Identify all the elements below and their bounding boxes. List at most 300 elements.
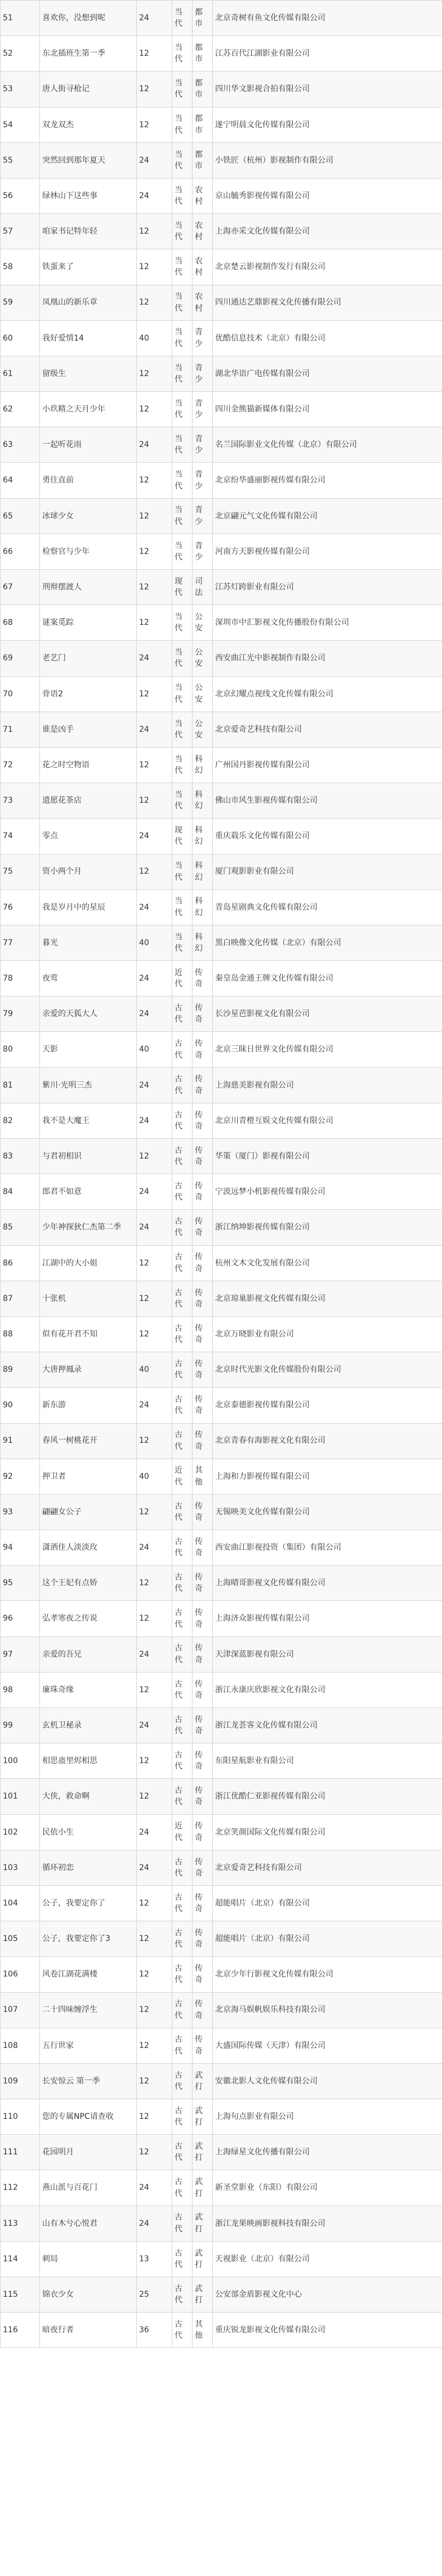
table-row bbox=[1, 178, 442, 213]
era-text: 古代 bbox=[175, 1395, 182, 1416]
drama-title-cell: 春风一树桃花开 bbox=[40, 1423, 137, 1459]
genre-text: 传奇 bbox=[195, 1715, 203, 1736]
serial-number-cell: 95 bbox=[1, 1566, 40, 1601]
table-row bbox=[1, 605, 442, 641]
era-text: 古代 bbox=[175, 2284, 182, 2305]
serial-number-cell: 92 bbox=[1, 1459, 40, 1494]
drama-title-cell: 郎君不如意 bbox=[40, 1174, 137, 1210]
genre-cell bbox=[193, 641, 213, 676]
episode-count-cell: 12 bbox=[137, 1743, 172, 1779]
producer-company-cell: 上海济众影视传媒有限公司 bbox=[213, 1601, 442, 1636]
producer-company-cell: 上海绿星文化传播有限公司 bbox=[213, 2135, 442, 2170]
producer-company-cell: 四川华文影视合拍有限公司 bbox=[213, 71, 442, 107]
era-cell bbox=[172, 1174, 193, 1210]
episode-count-cell: 24 bbox=[137, 996, 172, 1032]
genre-cell bbox=[193, 1174, 213, 1210]
genre-cell bbox=[193, 71, 213, 107]
episode-count-cell: 24 bbox=[137, 1814, 172, 1850]
episode-count-cell: 12 bbox=[137, 392, 172, 427]
producer-company-cell: 北京笑颜国际文化传媒有限公司 bbox=[213, 1814, 442, 1850]
producer-company-cell: 东阳星航影业有限公司 bbox=[213, 1743, 442, 1779]
era-cell bbox=[172, 676, 193, 712]
serial-number-cell: 96 bbox=[1, 1601, 40, 1636]
drama-title-cell: 少年神探狄仁杰第二季 bbox=[40, 1210, 137, 1245]
genre-text: 传奇 bbox=[195, 1110, 203, 1131]
serial-number-cell: 57 bbox=[1, 214, 40, 249]
era-text: 古代 bbox=[175, 1217, 182, 1238]
table-row bbox=[1, 2170, 442, 2206]
serial-number-cell: 85 bbox=[1, 1210, 40, 1245]
table-row bbox=[1, 2277, 442, 2313]
episode-count-cell: 40 bbox=[137, 1459, 172, 1494]
era-cell bbox=[172, 356, 193, 391]
drama-title-cell: 民依小生 bbox=[40, 1814, 137, 1850]
era-cell bbox=[172, 1885, 193, 1921]
era-cell bbox=[172, 2313, 193, 2348]
table-row bbox=[1, 356, 442, 391]
table-row bbox=[1, 1957, 442, 1992]
era-cell bbox=[172, 249, 193, 285]
episode-count-cell: 24 bbox=[137, 641, 172, 676]
producer-company-cell: 小铁匠（杭州）影视制作有限公司 bbox=[213, 142, 442, 178]
era-cell bbox=[172, 1814, 193, 1850]
episode-count-cell: 12 bbox=[137, 1885, 172, 1921]
genre-text: 科幻 bbox=[195, 754, 203, 776]
drama-title-cell: 江湖中的大小姐 bbox=[40, 1245, 137, 1281]
genre-text: 都市 bbox=[195, 114, 203, 135]
table-row bbox=[1, 1708, 442, 1743]
era-text: 当代 bbox=[175, 470, 182, 491]
episode-count-cell: 12 bbox=[137, 1316, 172, 1352]
producer-company-cell: 佛山市风生影视传媒有限公司 bbox=[213, 783, 442, 819]
genre-cell bbox=[193, 178, 213, 213]
genre-text: 传奇 bbox=[195, 1075, 203, 1095]
genre-cell bbox=[193, 142, 213, 178]
table-row bbox=[1, 783, 442, 819]
genre-cell bbox=[193, 925, 213, 960]
producer-company-cell: 四川金熊猫新媒体有限公司 bbox=[213, 392, 442, 427]
era-text: 古代 bbox=[175, 2142, 182, 2163]
genre-text: 科幻 bbox=[195, 897, 203, 918]
episode-count-cell: 12 bbox=[137, 1779, 172, 1814]
era-cell bbox=[172, 783, 193, 819]
drama-title-cell: 冰球少女 bbox=[40, 498, 137, 534]
genre-text: 司法 bbox=[195, 576, 203, 598]
table-row bbox=[1, 889, 442, 925]
era-text: 当代 bbox=[175, 399, 182, 420]
drama-title-cell: 勇往直前 bbox=[40, 463, 137, 498]
serial-number-cell: 54 bbox=[1, 107, 40, 142]
drama-title-cell: 弘孝寒夜之传说 bbox=[40, 1601, 137, 1636]
episode-count-cell: 24 bbox=[137, 1, 172, 36]
genre-cell bbox=[193, 605, 213, 641]
era-text: 古代 bbox=[175, 1288, 182, 1309]
table-row bbox=[1, 1316, 442, 1352]
genre-text: 传奇 bbox=[195, 1146, 203, 1167]
genre-text: 都市 bbox=[195, 7, 203, 29]
era-text: 当代 bbox=[175, 221, 182, 242]
genre-cell bbox=[193, 854, 213, 889]
era-cell bbox=[172, 1, 193, 36]
drama-title-cell: 我好爱情14 bbox=[40, 320, 137, 356]
era-text: 古代 bbox=[175, 2035, 182, 2056]
episode-count-cell: 12 bbox=[137, 2028, 172, 2063]
era-cell bbox=[172, 641, 193, 676]
episode-count-cell: 12 bbox=[137, 534, 172, 569]
genre-cell bbox=[193, 1032, 213, 1067]
genre-text: 传奇 bbox=[195, 1501, 203, 1522]
era-text: 古代 bbox=[175, 1750, 182, 1772]
serial-number-cell: 98 bbox=[1, 1672, 40, 1707]
serial-number-cell: 61 bbox=[1, 356, 40, 391]
drama-title-cell: 五行世家 bbox=[40, 2028, 137, 2063]
producer-company-cell: 西安曲江影视投资（集团）有限公司 bbox=[213, 1530, 442, 1566]
era-text: 当代 bbox=[175, 150, 182, 171]
drama-title-cell: 翩翩女公子 bbox=[40, 1494, 137, 1530]
era-cell bbox=[172, 1210, 193, 1245]
era-cell bbox=[172, 427, 193, 463]
table-row bbox=[1, 961, 442, 996]
producer-company-cell: 上海和力影视传媒有限公司 bbox=[213, 1459, 442, 1494]
drama-title-cell: 刺局 bbox=[40, 2241, 137, 2277]
genre-cell bbox=[193, 214, 213, 249]
table-row bbox=[1, 320, 442, 356]
genre-text: 传奇 bbox=[195, 1644, 203, 1665]
episode-count-cell: 12 bbox=[137, 285, 172, 320]
era-text: 当代 bbox=[175, 683, 182, 704]
genre-cell bbox=[193, 2313, 213, 2348]
drama-title-cell: 资小两个月 bbox=[40, 854, 137, 889]
producer-company-cell: 长沙星芭影视文化有限公司 bbox=[213, 996, 442, 1032]
era-text: 古代 bbox=[175, 1004, 182, 1025]
era-text: 近代 bbox=[175, 1466, 182, 1487]
episode-count-cell: 24 bbox=[137, 1850, 172, 1885]
episode-count-cell: 24 bbox=[137, 1388, 172, 1423]
table-row bbox=[1, 392, 442, 427]
drama-title-cell: 潇洒佳人淡淡玫 bbox=[40, 1530, 137, 1566]
era-text: 当代 bbox=[175, 328, 182, 348]
episode-count-cell: 12 bbox=[137, 570, 172, 605]
producer-company-cell: 北京海马娱帆娱乐科技有限公司 bbox=[213, 1992, 442, 2028]
drama-title-cell: 暗夜行者 bbox=[40, 2313, 137, 2348]
table-row bbox=[1, 1992, 442, 2028]
era-cell bbox=[172, 2028, 193, 2063]
producer-company-cell: 深圳市中汇影视文化传播股份有限公司 bbox=[213, 605, 442, 641]
era-cell bbox=[172, 534, 193, 569]
drama-title-cell: 花园明月 bbox=[40, 2135, 137, 2170]
genre-text: 农村 bbox=[195, 257, 203, 278]
genre-cell bbox=[193, 1921, 213, 1957]
episode-count-cell: 12 bbox=[137, 1423, 172, 1459]
genre-cell bbox=[193, 1530, 213, 1566]
table-row bbox=[1, 71, 442, 107]
episode-count-cell: 40 bbox=[137, 1032, 172, 1067]
drama-title-cell: 东北插班生第一季 bbox=[40, 36, 137, 71]
drama-title-cell: 大唐押鳳录 bbox=[40, 1352, 137, 1388]
serial-number-cell: 107 bbox=[1, 1992, 40, 2028]
episode-count-cell: 12 bbox=[137, 463, 172, 498]
serial-number-cell: 82 bbox=[1, 1103, 40, 1138]
producer-company-cell: 浙江龙荟客文化传媒有限公司 bbox=[213, 1708, 442, 1743]
era-text: 古代 bbox=[175, 1573, 182, 1594]
era-cell bbox=[172, 854, 193, 889]
producer-company-cell: 新圣堂影业（东阳）有限公司 bbox=[213, 2170, 442, 2206]
table-row bbox=[1, 854, 442, 889]
era-cell bbox=[172, 2206, 193, 2241]
genre-cell bbox=[193, 996, 213, 1032]
serial-number-cell: 73 bbox=[1, 783, 40, 819]
genre-cell bbox=[193, 320, 213, 356]
serial-number-cell: 81 bbox=[1, 1067, 40, 1103]
producer-company-cell: 浙江优酷仁亚影视传媒有限公司 bbox=[213, 1779, 442, 1814]
genre-text: 其他 bbox=[195, 1466, 203, 1487]
genre-cell bbox=[193, 1814, 213, 1850]
era-text: 古代 bbox=[175, 1644, 182, 1665]
episode-count-cell: 12 bbox=[137, 214, 172, 249]
drama-title-cell: 锦衣少女 bbox=[40, 2277, 137, 2313]
producer-company-cell: 重庆载乐文化传媒有限公司 bbox=[213, 819, 442, 854]
producer-company-cell: 宁波远梦小机影视传媒有限公司 bbox=[213, 1174, 442, 1210]
producer-company-cell: 名兰国际影业文化传媒（北京）有限公司 bbox=[213, 427, 442, 463]
drama-title-cell: 亲爱的天狐大人 bbox=[40, 996, 137, 1032]
serial-number-cell: 70 bbox=[1, 676, 40, 712]
era-cell bbox=[172, 1636, 193, 1672]
episode-count-cell: 12 bbox=[137, 854, 172, 889]
era-cell bbox=[172, 1850, 193, 1885]
era-text: 当代 bbox=[175, 114, 182, 135]
era-cell bbox=[172, 1672, 193, 1707]
genre-cell bbox=[193, 1708, 213, 1743]
table-row bbox=[1, 1850, 442, 1885]
era-text: 古代 bbox=[175, 1679, 182, 1700]
era-text: 当代 bbox=[175, 79, 182, 100]
table-row bbox=[1, 1459, 442, 1494]
episode-count-cell: 12 bbox=[137, 71, 172, 107]
episode-count-cell: 12 bbox=[137, 2099, 172, 2135]
genre-cell bbox=[193, 961, 213, 996]
era-cell bbox=[172, 889, 193, 925]
era-text: 当代 bbox=[175, 897, 182, 918]
table-row bbox=[1, 819, 442, 854]
table-row bbox=[1, 2099, 442, 2135]
table-row bbox=[1, 1, 442, 36]
drama-title-cell: 押卫者 bbox=[40, 1459, 137, 1494]
era-cell bbox=[172, 747, 193, 782]
genre-text: 武打 bbox=[195, 2248, 203, 2269]
serial-number-cell: 111 bbox=[1, 2135, 40, 2170]
serial-number-cell: 103 bbox=[1, 1850, 40, 1885]
genre-cell bbox=[193, 2170, 213, 2206]
drama-title-cell: 咱家书记特年轻 bbox=[40, 214, 137, 249]
episode-count-cell: 25 bbox=[137, 2277, 172, 2313]
table-row bbox=[1, 107, 442, 142]
era-cell bbox=[172, 605, 193, 641]
serial-number-cell: 77 bbox=[1, 925, 40, 960]
producer-company-cell: 河南方天影视传媒有限公司 bbox=[213, 534, 442, 569]
genre-text: 武打 bbox=[195, 2106, 203, 2127]
genre-cell bbox=[193, 747, 213, 782]
genre-cell bbox=[193, 249, 213, 285]
table-row bbox=[1, 1388, 442, 1423]
era-cell bbox=[172, 1743, 193, 1779]
episode-count-cell: 12 bbox=[137, 1566, 172, 1601]
serial-number-cell: 94 bbox=[1, 1530, 40, 1566]
serial-number-cell: 89 bbox=[1, 1352, 40, 1388]
table-row bbox=[1, 1352, 442, 1388]
era-cell bbox=[172, 1921, 193, 1957]
episode-count-cell: 12 bbox=[137, 1957, 172, 1992]
producer-company-cell: 天津深蓝影视有限公司 bbox=[213, 1636, 442, 1672]
era-text: 古代 bbox=[175, 1146, 182, 1167]
producer-company-cell: 优酷信息技术（北京）有限公司 bbox=[213, 320, 442, 356]
genre-text: 传奇 bbox=[195, 1430, 203, 1451]
serial-number-cell: 84 bbox=[1, 1174, 40, 1210]
producer-company-cell: 上海亦采文化传媒有限公司 bbox=[213, 214, 442, 249]
serial-number-cell: 62 bbox=[1, 392, 40, 427]
episode-count-cell: 12 bbox=[137, 1139, 172, 1174]
genre-cell bbox=[193, 356, 213, 391]
episode-count-cell: 12 bbox=[137, 2135, 172, 2170]
era-cell bbox=[172, 1423, 193, 1459]
era-cell bbox=[172, 1388, 193, 1423]
era-text: 当代 bbox=[175, 541, 182, 562]
genre-cell bbox=[193, 1566, 213, 1601]
genre-cell bbox=[193, 1957, 213, 1992]
era-cell bbox=[172, 2241, 193, 2277]
table-row bbox=[1, 463, 442, 498]
episode-count-cell: 12 bbox=[137, 783, 172, 819]
table-row bbox=[1, 1921, 442, 1957]
era-text: 古代 bbox=[175, 1964, 182, 1985]
era-cell bbox=[172, 2099, 193, 2135]
producer-company-cell: 无锡映美文化传媒有限公司 bbox=[213, 1494, 442, 1530]
era-cell bbox=[172, 2135, 193, 2170]
drama-title-cell: 与君初相识 bbox=[40, 1139, 137, 1174]
drama-title-cell: 留级生 bbox=[40, 356, 137, 391]
genre-text: 青少 bbox=[195, 435, 203, 455]
producer-company-cell: 遂宁明晨文化传媒有限公司 bbox=[213, 107, 442, 142]
genre-text: 武打 bbox=[195, 2070, 203, 2091]
era-text: 当代 bbox=[175, 861, 182, 882]
producer-company-cell: 黑白映像文化传媒（北京）有限公司 bbox=[213, 925, 442, 960]
producer-company-cell: 北京爱奇艺科技有限公司 bbox=[213, 1850, 442, 1885]
episode-count-cell: 24 bbox=[137, 889, 172, 925]
era-cell bbox=[172, 392, 193, 427]
era-text: 当代 bbox=[175, 790, 182, 811]
producer-company-cell: 北京万晓影业有限公司 bbox=[213, 1316, 442, 1352]
genre-text: 青少 bbox=[195, 541, 203, 562]
era-text: 当代 bbox=[175, 257, 182, 278]
genre-cell bbox=[193, 463, 213, 498]
serial-number-cell: 104 bbox=[1, 1885, 40, 1921]
drama-title-cell: 二十四味缠浮生 bbox=[40, 1992, 137, 2028]
episode-count-cell: 24 bbox=[137, 1530, 172, 1566]
era-text: 当代 bbox=[175, 7, 182, 29]
genre-text: 都市 bbox=[195, 79, 203, 100]
producer-company-cell: 北京纷华盛丽影视传媒有限公司 bbox=[213, 463, 442, 498]
episode-count-cell: 40 bbox=[137, 1352, 172, 1388]
genre-text: 传奇 bbox=[195, 1039, 203, 1060]
table-row bbox=[1, 2063, 442, 2099]
era-text: 古代 bbox=[175, 1715, 182, 1736]
episode-count-cell: 12 bbox=[137, 2063, 172, 2099]
episode-count-cell: 12 bbox=[137, 1601, 172, 1636]
episode-count-cell: 36 bbox=[137, 2313, 172, 2348]
episode-count-cell: 12 bbox=[137, 498, 172, 534]
drama-title-cell: 山有木兮心悦君 bbox=[40, 2206, 137, 2241]
table-row bbox=[1, 1494, 442, 1530]
table-row bbox=[1, 1103, 442, 1138]
era-text: 古代 bbox=[175, 2106, 182, 2127]
table-row bbox=[1, 2313, 442, 2348]
table-row bbox=[1, 2135, 442, 2170]
era-text: 近代 bbox=[175, 1822, 182, 1842]
episode-count-cell: 12 bbox=[137, 1992, 172, 2028]
era-text: 古代 bbox=[175, 2213, 182, 2234]
genre-text: 都市 bbox=[195, 43, 203, 64]
drama-title-cell: 廉珠奇缘 bbox=[40, 1672, 137, 1707]
era-text: 古代 bbox=[175, 1430, 182, 1451]
table-row bbox=[1, 747, 442, 782]
table-row bbox=[1, 1566, 442, 1601]
era-text: 当代 bbox=[175, 435, 182, 455]
table-row bbox=[1, 1672, 442, 1707]
genre-text: 青少 bbox=[195, 328, 203, 348]
genre-cell bbox=[193, 1672, 213, 1707]
genre-text: 其他 bbox=[195, 2319, 203, 2341]
era-text: 古代 bbox=[175, 2177, 182, 2198]
era-text: 现代 bbox=[175, 576, 182, 598]
episode-count-cell: 24 bbox=[137, 178, 172, 213]
producer-company-cell: 华策（厦门）影视有限公司 bbox=[213, 1139, 442, 1174]
genre-cell bbox=[193, 2241, 213, 2277]
episode-count-cell: 24 bbox=[137, 2170, 172, 2206]
era-cell bbox=[172, 2277, 193, 2313]
producer-company-cell: 北京川青橙互娱文化传媒有限公司 bbox=[213, 1103, 442, 1138]
producer-company-cell: 京山毓秀影视传媒有限公司 bbox=[213, 178, 442, 213]
genre-text: 传奇 bbox=[195, 1217, 203, 1238]
era-cell bbox=[172, 214, 193, 249]
serial-number-cell: 53 bbox=[1, 71, 40, 107]
era-cell bbox=[172, 1139, 193, 1174]
genre-cell bbox=[193, 1210, 213, 1245]
episode-count-cell: 40 bbox=[137, 925, 172, 960]
drama-title-cell: 谁是凶手 bbox=[40, 712, 137, 747]
producer-company-cell: 浙江龙果映画影视科技有限公司 bbox=[213, 2206, 442, 2241]
drama-title-cell: 新东游 bbox=[40, 1388, 137, 1423]
episode-count-cell: 12 bbox=[137, 1281, 172, 1316]
genre-text: 科幻 bbox=[195, 826, 203, 847]
table-row bbox=[1, 1281, 442, 1316]
drama-title-cell: 夜莺 bbox=[40, 961, 137, 996]
episode-count-cell: 40 bbox=[137, 320, 172, 356]
era-cell bbox=[172, 142, 193, 178]
drama-title-cell: 这个王妃有点娇 bbox=[40, 1566, 137, 1601]
genre-text: 武打 bbox=[195, 2213, 203, 2234]
era-cell bbox=[172, 1494, 193, 1530]
serial-number-cell: 75 bbox=[1, 854, 40, 889]
era-cell bbox=[172, 1067, 193, 1103]
era-cell bbox=[172, 1957, 193, 1992]
genre-text: 传奇 bbox=[195, 1537, 203, 1558]
era-cell bbox=[172, 498, 193, 534]
genre-cell bbox=[193, 1388, 213, 1423]
genre-text: 传奇 bbox=[195, 1822, 203, 1842]
serial-number-cell: 108 bbox=[1, 2028, 40, 2063]
drama-title-cell: 大侠，救命啊 bbox=[40, 1779, 137, 1814]
genre-text: 传奇 bbox=[195, 1359, 203, 1380]
genre-text: 传奇 bbox=[195, 1750, 203, 1772]
